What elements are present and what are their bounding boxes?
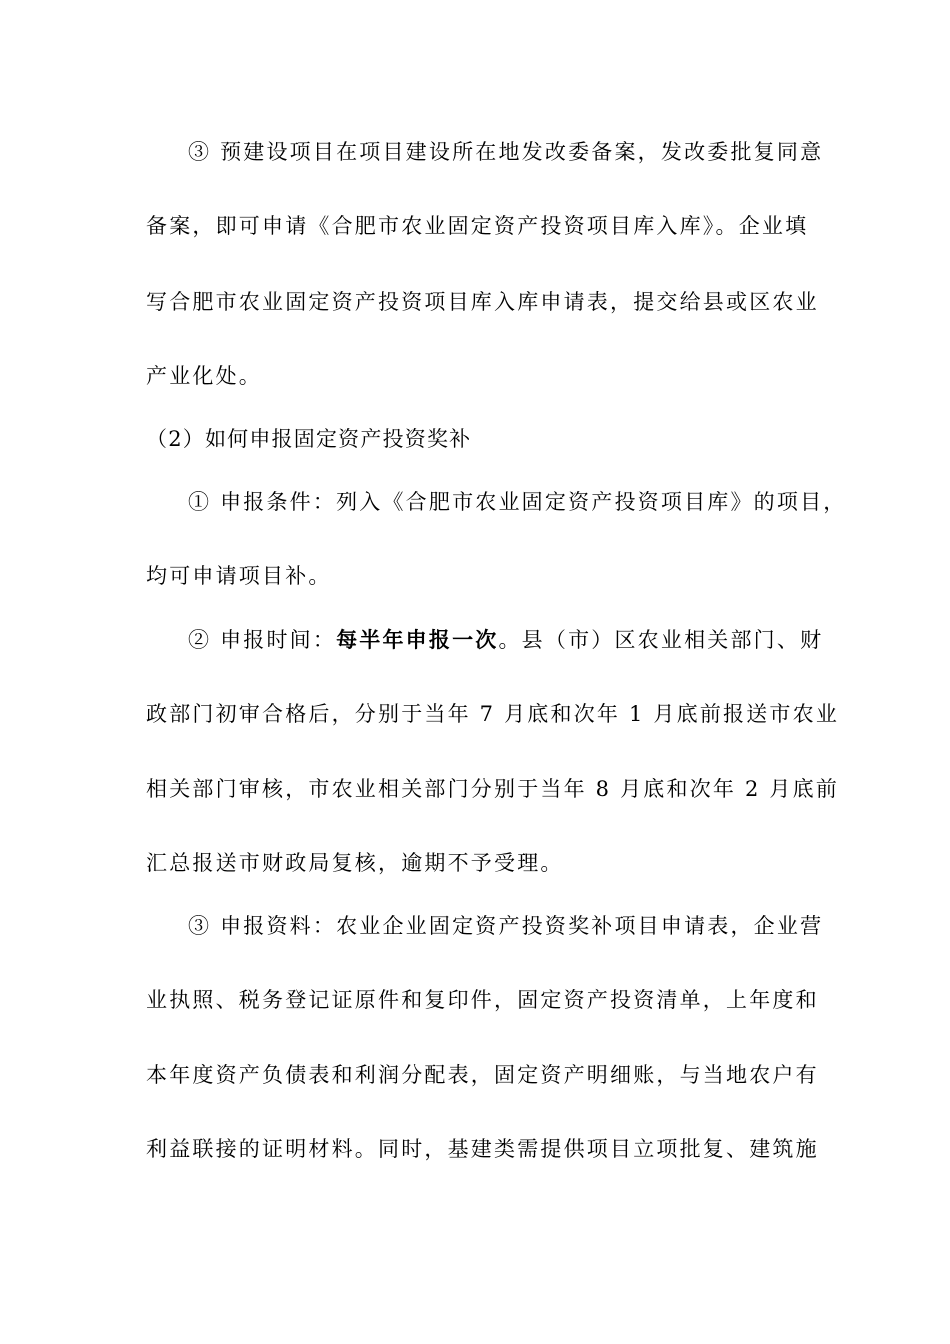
paragraph-line: 利益联接的证明材料。同时，基建类需提供项目立项批复、建筑施 (146, 1137, 819, 1161)
paragraph-line: 业执照、税务登记证原件和复印件，固定资产投资清单，上年度和 (146, 988, 819, 1012)
body-text: 。县（市）区农业相关部门、财 (498, 628, 824, 652)
section-heading: （2）如何申报固定资产投资奖补 (146, 427, 472, 451)
paragraph-line: ③ 预建设项目在项目建设所在地发改委备案，发改委批复同意 (188, 140, 824, 164)
paragraph-line: ① 申报条件：列入《合肥市农业固定资产投资项目库》的项目， (188, 490, 847, 514)
paragraph-line: 备案，即可申请《合肥市农业固定资产投资项目库入库》。企业填 (146, 214, 809, 238)
paragraph-line: ③ 申报资料：农业企业固定资产投资奖补项目申请表，企业营 (188, 914, 824, 938)
paragraph-line: 汇总报送市财政局复核，逾期不予受理。 (146, 851, 564, 875)
paragraph-line: 产业化处。 (146, 364, 262, 388)
paragraph-line: 相关部门审核，市农业相关部门分别于当年 8 月底和次年 2 月底前 (146, 777, 840, 801)
paragraph-line: 均可申请项目补。 (146, 564, 332, 588)
emphasis-text: 每半年申报一次 (336, 627, 499, 652)
paragraph-line (188, 626, 888, 654)
paragraph-line: 本年度资产负债表和利润分配表，固定资产明细账，与当地农户有 (146, 1063, 819, 1087)
paragraph-line: 政部门初审合格后，分别于当年 7 月底和次年 1 月底前报送市农业 (146, 702, 840, 726)
label-text: ② 申报时间： (188, 628, 337, 652)
paragraph-line: 写合肥市农业固定资产投资项目库入库申请表，提交给县或区农业 (146, 290, 819, 314)
